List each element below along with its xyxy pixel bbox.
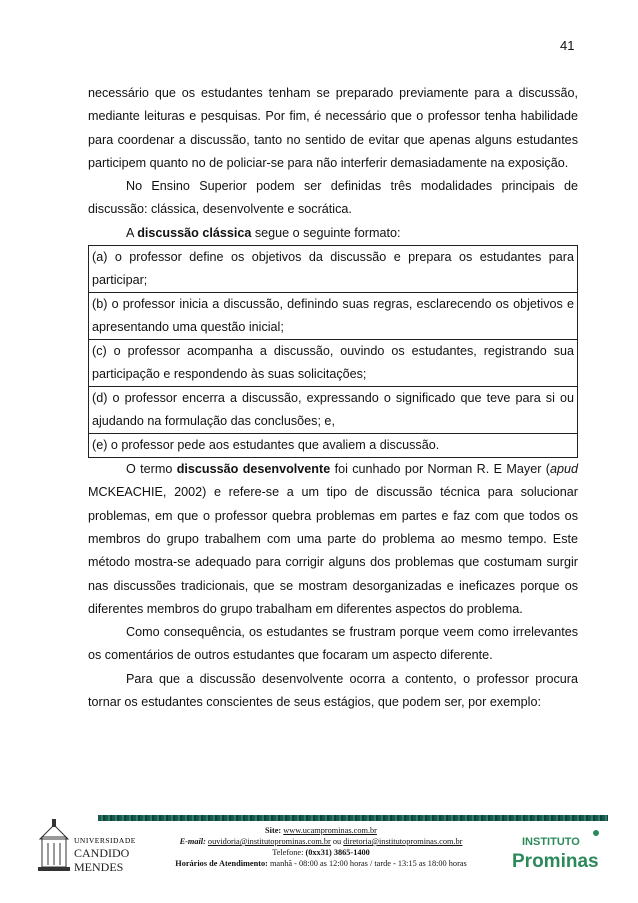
paragraph-3	[88, 222, 578, 245]
phone-number: (0xx31) 3865-1400	[305, 848, 370, 857]
p4-post: MCKEACHIE, 2002) e refere-se a um tipo de discussão técnica para solucionar problemas, em que o professor quebra problemas em partes e faz com que todos os membros do grupo trabalhem com uma parte do problema ao mesmo tempo. Este método mostra-se adequado para corrigir alguns dos problemas que costumam surgir nas discussões tradicionais, que se mostram desorganizadas e ineficazes porque os diferentes membros do grupo trabalham em diferentes aspectos do problema.	[88, 485, 578, 616]
step-e: (e) o professor pede aos estudantes que avaliem a discussão.	[89, 433, 577, 457]
p4-italic-apud: apud	[549, 462, 578, 477]
footer-contact-info	[156, 825, 486, 869]
page-footer	[38, 815, 606, 877]
email-separator: ou	[332, 837, 342, 846]
prominas-logo-line1: INSTITUTO	[522, 836, 580, 848]
footer-hours-line	[156, 858, 486, 869]
ucm-logo-line2: CANDIDO	[74, 846, 130, 860]
footer-decorative-bar	[98, 815, 608, 821]
steps-table	[88, 245, 578, 458]
prominas-logo	[508, 823, 608, 877]
email-link-ouvidoria[interactable]: ouvidoria@institutoprominas.com.br	[207, 837, 331, 846]
step-b: (b) o professor inicia a discussão, definindo suas regras, esclarecendo os objetivos e apresentando uma questão inicial;	[89, 292, 577, 339]
footer-email-line	[156, 836, 486, 847]
paragraph-2: No Ensino Superior podem ser definidas três modalidades principais de discussão: clássica, desenvolvente e socrática.	[88, 179, 578, 217]
p3-pre: A	[126, 225, 138, 240]
prominas-logo-line2: Prominas	[512, 851, 599, 872]
email-link-diretoria[interactable]: diretoria@institutoprominas.com.br	[343, 837, 463, 846]
p4-bold-term: discussão desenvolvente	[176, 462, 331, 477]
hours-label: Horários de Atendimento:	[175, 859, 268, 868]
p4-mid: foi cunhado por Norman R. E Mayer (	[330, 462, 550, 477]
paragraph-5: Como consequência, os estudantes se frustram porque veem como irrelevantes os comentários de outros estudantes que focaram um aspecto diferente.	[88, 625, 578, 663]
p3-post: segue o seguinte formato:	[251, 225, 401, 240]
paragraph-6: Para que a discussão desenvolvente ocorra a contento, o professor procura tornar os estudantes conscientes de seus estágios, que podem ser, por exemplo:	[88, 671, 578, 710]
site-label: Site:	[265, 826, 282, 835]
step-d: (d) o professor encerra a discussão, expressando o significado que teve para si ou ajudando na formulação das conclusões; e,	[89, 386, 577, 433]
step-a: (a) o professor define os objetivos da discussão e prepara os estudantes para participar;	[92, 250, 574, 288]
footer-site-line	[156, 825, 486, 836]
ucm-logo-line3: MENDES	[74, 860, 124, 874]
document-body	[88, 82, 578, 714]
step-c: (c) o professor acompanha a discussão, ouvindo os estudantes, registrando sua participação e respondendo às suas solicitações;	[89, 339, 577, 386]
paragraph-4	[88, 458, 578, 621]
ucm-logo-line1: UNIVERSIDADE	[74, 836, 136, 845]
hours-text: manhã - 08:00 as 12:00 horas / tarde - 13:15 as 18:00 horas	[269, 859, 467, 868]
page-number: 41	[560, 38, 575, 53]
email-label: E-mail:	[179, 837, 206, 846]
paragraph-1: necessário que os estudantes tenham se preparado previamente para a discussão, mediante leituras e pesquisas. Por fim, é necessário que o professor tenha habilidade para coordenar a discussão, tanto no sentido de evitar que apenas alguns estudantes participem quanto no de policiar-se para não interferir demasiadamente na exposição.	[88, 86, 578, 170]
prominas-logo-dot-icon	[593, 830, 599, 836]
site-link[interactable]: www.ucamprominas.com.br	[283, 826, 377, 835]
ucm-logo	[38, 819, 148, 877]
p3-bold-term: discussão clássica	[137, 225, 252, 240]
phone-label: Telefone:	[272, 848, 304, 857]
footer-phone-line	[156, 847, 486, 858]
p4-pre: O termo	[126, 462, 177, 477]
